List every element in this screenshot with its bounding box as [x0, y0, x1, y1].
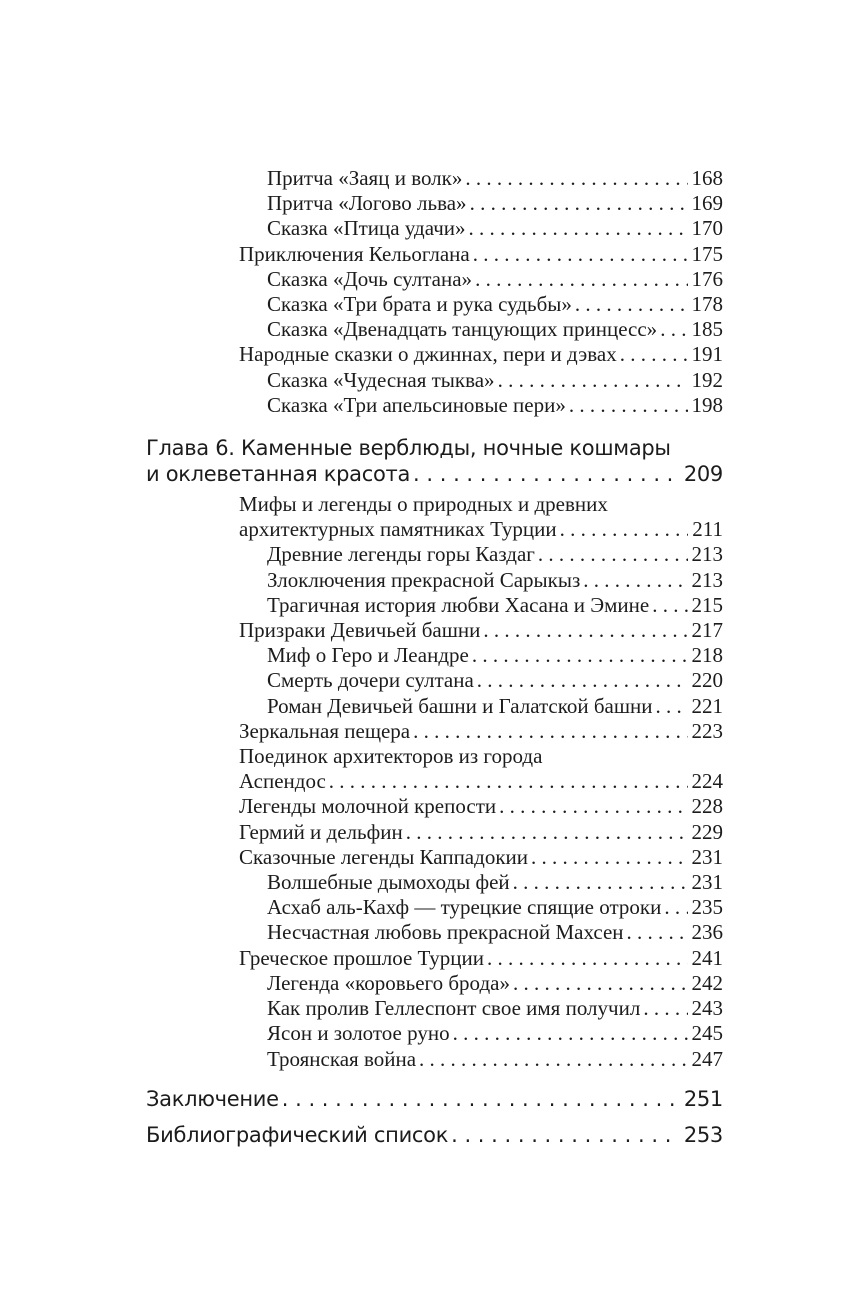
toc-leader-dots [282, 1086, 680, 1112]
toc-entry-page: 213 [691, 567, 723, 592]
toc-entry-page: 247 [691, 1046, 723, 1071]
toc-section[interactable] [146, 342, 723, 367]
toc-leader-dots [583, 568, 687, 593]
toc-leader-dots [453, 1021, 688, 1046]
toc-leader-dots [413, 461, 680, 487]
conclusion-page: 251 [683, 1086, 723, 1111]
toc-section[interactable] [146, 794, 723, 819]
toc-entry-title: Сказка «Чудесная тыква» [267, 367, 495, 392]
toc-section[interactable] [146, 492, 723, 542]
toc-entry-page: 245 [691, 1021, 723, 1046]
toc-entry[interactable] [146, 593, 723, 618]
toc-section-title-line-2: Аспендос [239, 769, 326, 794]
toc-section-page: 228 [691, 794, 723, 819]
toc-entry[interactable] [146, 267, 723, 292]
toc-entry-title: Сказка «Три апельсиновые пери» [267, 392, 566, 417]
toc-section[interactable] [146, 820, 723, 845]
toc-section-page: 224 [691, 769, 723, 794]
toc-entry-page: 242 [691, 970, 723, 995]
toc-entry[interactable] [146, 542, 723, 567]
toc-leader-dots [620, 342, 688, 367]
toc-entry[interactable] [146, 668, 723, 693]
toc-section[interactable] [146, 946, 723, 971]
toc-section-title: Призраки Девичьей башни [239, 618, 481, 643]
toc-leader-dots [656, 694, 688, 719]
toc-section-title: Греческое прошлое Турции [239, 945, 485, 970]
toc-leader-dots [560, 517, 689, 542]
toc-leader-dots [531, 845, 688, 870]
toc-entry-title: Троянская война [267, 1046, 417, 1071]
toc-leader-dots [643, 996, 687, 1021]
chapter-title-line-1: Глава 6. Каменные верблюды, ночные кошмары [146, 436, 671, 461]
table-of-contents [146, 166, 723, 1148]
toc-entry-title: Трагичная история любви Хасана и Эмине [267, 592, 650, 617]
toc-entry-title: Сказка «Двенадцать танцующих принцесс» [267, 317, 658, 342]
toc-leader-dots [451, 1122, 680, 1148]
toc-leader-dots [473, 242, 688, 267]
toc-entry[interactable] [146, 568, 723, 593]
toc-entry-page: 178 [691, 292, 723, 317]
toc-entry[interactable] [146, 393, 723, 418]
toc-entry-page: 213 [691, 542, 723, 567]
toc-entry-page: 192 [691, 367, 723, 392]
toc-leader-dots [652, 593, 687, 618]
toc-leader-dots [664, 895, 687, 920]
toc-leader-dots [470, 191, 688, 216]
toc-entry-title: Асхаб аль-Кахф — турецкие спящие отроки [267, 895, 662, 920]
toc-section-page: 241 [691, 945, 723, 970]
toc-entry-page: 176 [691, 266, 723, 291]
toc-leader-dots [627, 920, 688, 945]
toc-leader-dots [575, 292, 688, 317]
bibliography-title: Библиографический список [146, 1122, 449, 1147]
toc-entry-title: Ясон и золотое руно [267, 1021, 450, 1046]
bibliography-page: 253 [683, 1122, 723, 1147]
toc-entry-title: Древние легенды горы Каздаг [267, 542, 535, 567]
toc-entry[interactable] [146, 643, 723, 668]
toc-entry-title: Сказка «Три брата и рука судьбы» [267, 292, 572, 317]
toc-entry-page: 236 [691, 920, 723, 945]
toc-leader-dots [413, 719, 687, 744]
toc-entry[interactable] [146, 694, 723, 719]
toc-leader-dots [513, 971, 688, 996]
toc-section-page: 217 [691, 618, 723, 643]
toc-entry[interactable] [146, 216, 723, 241]
toc-leader-dots [487, 946, 687, 971]
toc-section-title-line-1: Поединок архитекторов из города [239, 744, 543, 769]
toc-entry-title: Сказка «Дочь султана» [267, 266, 473, 291]
toc-section-title: Легенды молочной крепости [239, 794, 497, 819]
toc-entry[interactable] [146, 920, 723, 945]
toc-leader-dots [469, 216, 688, 241]
toc-chapter-6[interactable] [146, 435, 723, 487]
toc-leader-dots [472, 643, 688, 668]
toc-section-title: Народные сказки о джиннах, пери и дэвах [239, 342, 617, 367]
toc-entry-page: 170 [691, 216, 723, 241]
toc-section-page: 175 [691, 241, 723, 266]
toc-entry-title: Злоключения прекрасной Сарыкыз [267, 567, 581, 592]
toc-leader-dots [538, 542, 688, 567]
toc-entry-page: 218 [691, 643, 723, 668]
toc-section[interactable] [146, 242, 723, 267]
toc-entry-title: Как пролив Геллеспонт свое имя получил [267, 996, 641, 1021]
toc-section-page: 191 [691, 342, 723, 367]
toc-entry[interactable] [146, 870, 723, 895]
toc-entry[interactable] [146, 166, 723, 191]
toc-section[interactable] [146, 719, 723, 744]
toc-section-title: Сказочные легенды Каппадокии [239, 844, 528, 869]
toc-leader-dots [660, 317, 687, 342]
toc-leader-dots [477, 668, 688, 693]
toc-section-title-line-1: Мифы и легенды о природных и древних [239, 492, 608, 517]
toc-section-page: 229 [691, 819, 723, 844]
toc-section-title: Зеркальная пещера [239, 718, 411, 743]
toc-entry-page: 198 [691, 392, 723, 417]
toc-leader-dots [329, 769, 688, 794]
toc-leader-dots [483, 618, 687, 643]
toc-section-page: 231 [691, 844, 723, 869]
toc-section[interactable] [146, 744, 723, 794]
toc-bibliography[interactable] [146, 1122, 723, 1148]
toc-entry[interactable] [146, 971, 723, 996]
toc-leader-dots [513, 870, 688, 895]
toc-leader-dots [475, 267, 687, 292]
toc-entry[interactable] [146, 292, 723, 317]
toc-entry-page: 231 [691, 870, 723, 895]
toc-leader-dots [569, 393, 688, 418]
toc-entry-title: Смерть дочери султана [267, 668, 474, 693]
toc-leader-dots [499, 794, 687, 819]
toc-entry[interactable] [146, 368, 723, 393]
toc-section-title: Гермий и дельфин [239, 819, 403, 844]
chapter-page: 209 [683, 462, 723, 487]
toc-entry[interactable] [146, 191, 723, 216]
toc-entry-page: 215 [691, 592, 723, 617]
toc-entry-title: Роман Девичьей башни и Галатской башни [267, 693, 653, 718]
toc-entry-title: Несчастная любовь прекрасной Махсен [267, 920, 624, 945]
toc-section-page: 223 [691, 718, 723, 743]
toc-section-title-line-2: архитектурных памятниках Турции [239, 517, 557, 542]
toc-leader-dots [406, 820, 688, 845]
toc-entry-title: Миф о Геро и Леандре [267, 643, 469, 668]
toc-entry-page: 185 [691, 317, 723, 342]
toc-entry-title: Легенда «коровьего брода» [267, 970, 510, 995]
toc-entry[interactable] [146, 1021, 723, 1046]
toc-entry[interactable] [146, 996, 723, 1021]
toc-entry[interactable] [146, 895, 723, 920]
toc-entry[interactable] [146, 317, 723, 342]
toc-entry-title: Притча «Заяц и волк» [267, 166, 463, 190]
toc-entry-page: 169 [691, 191, 723, 216]
toc-entry-title: Волшебные дымоходы фей [267, 870, 510, 895]
toc-entry-page: 168 [691, 166, 723, 190]
toc-entry-title: Притча «Логово льва» [267, 191, 467, 216]
toc-section[interactable] [146, 845, 723, 870]
toc-leader-dots [419, 1047, 687, 1072]
toc-section-page: 211 [692, 517, 723, 542]
toc-entry-title: Сказка «Птица удачи» [267, 216, 466, 241]
conclusion-title: Заключение [146, 1086, 279, 1111]
chapter-title-line-2: и оклеветанная красота [146, 462, 411, 487]
toc-section[interactable] [146, 618, 723, 643]
toc-section-title: Приключения Кельоглана [239, 241, 470, 266]
toc-leader-dots [498, 368, 688, 393]
toc-leader-dots [465, 166, 687, 191]
toc-entry-page: 220 [691, 668, 723, 693]
toc-entry-page: 243 [691, 996, 723, 1021]
toc-entry[interactable] [146, 1047, 723, 1072]
toc-entry-page: 235 [691, 895, 723, 920]
toc-entry-page: 221 [691, 693, 723, 718]
toc-conclusion[interactable] [146, 1086, 723, 1112]
